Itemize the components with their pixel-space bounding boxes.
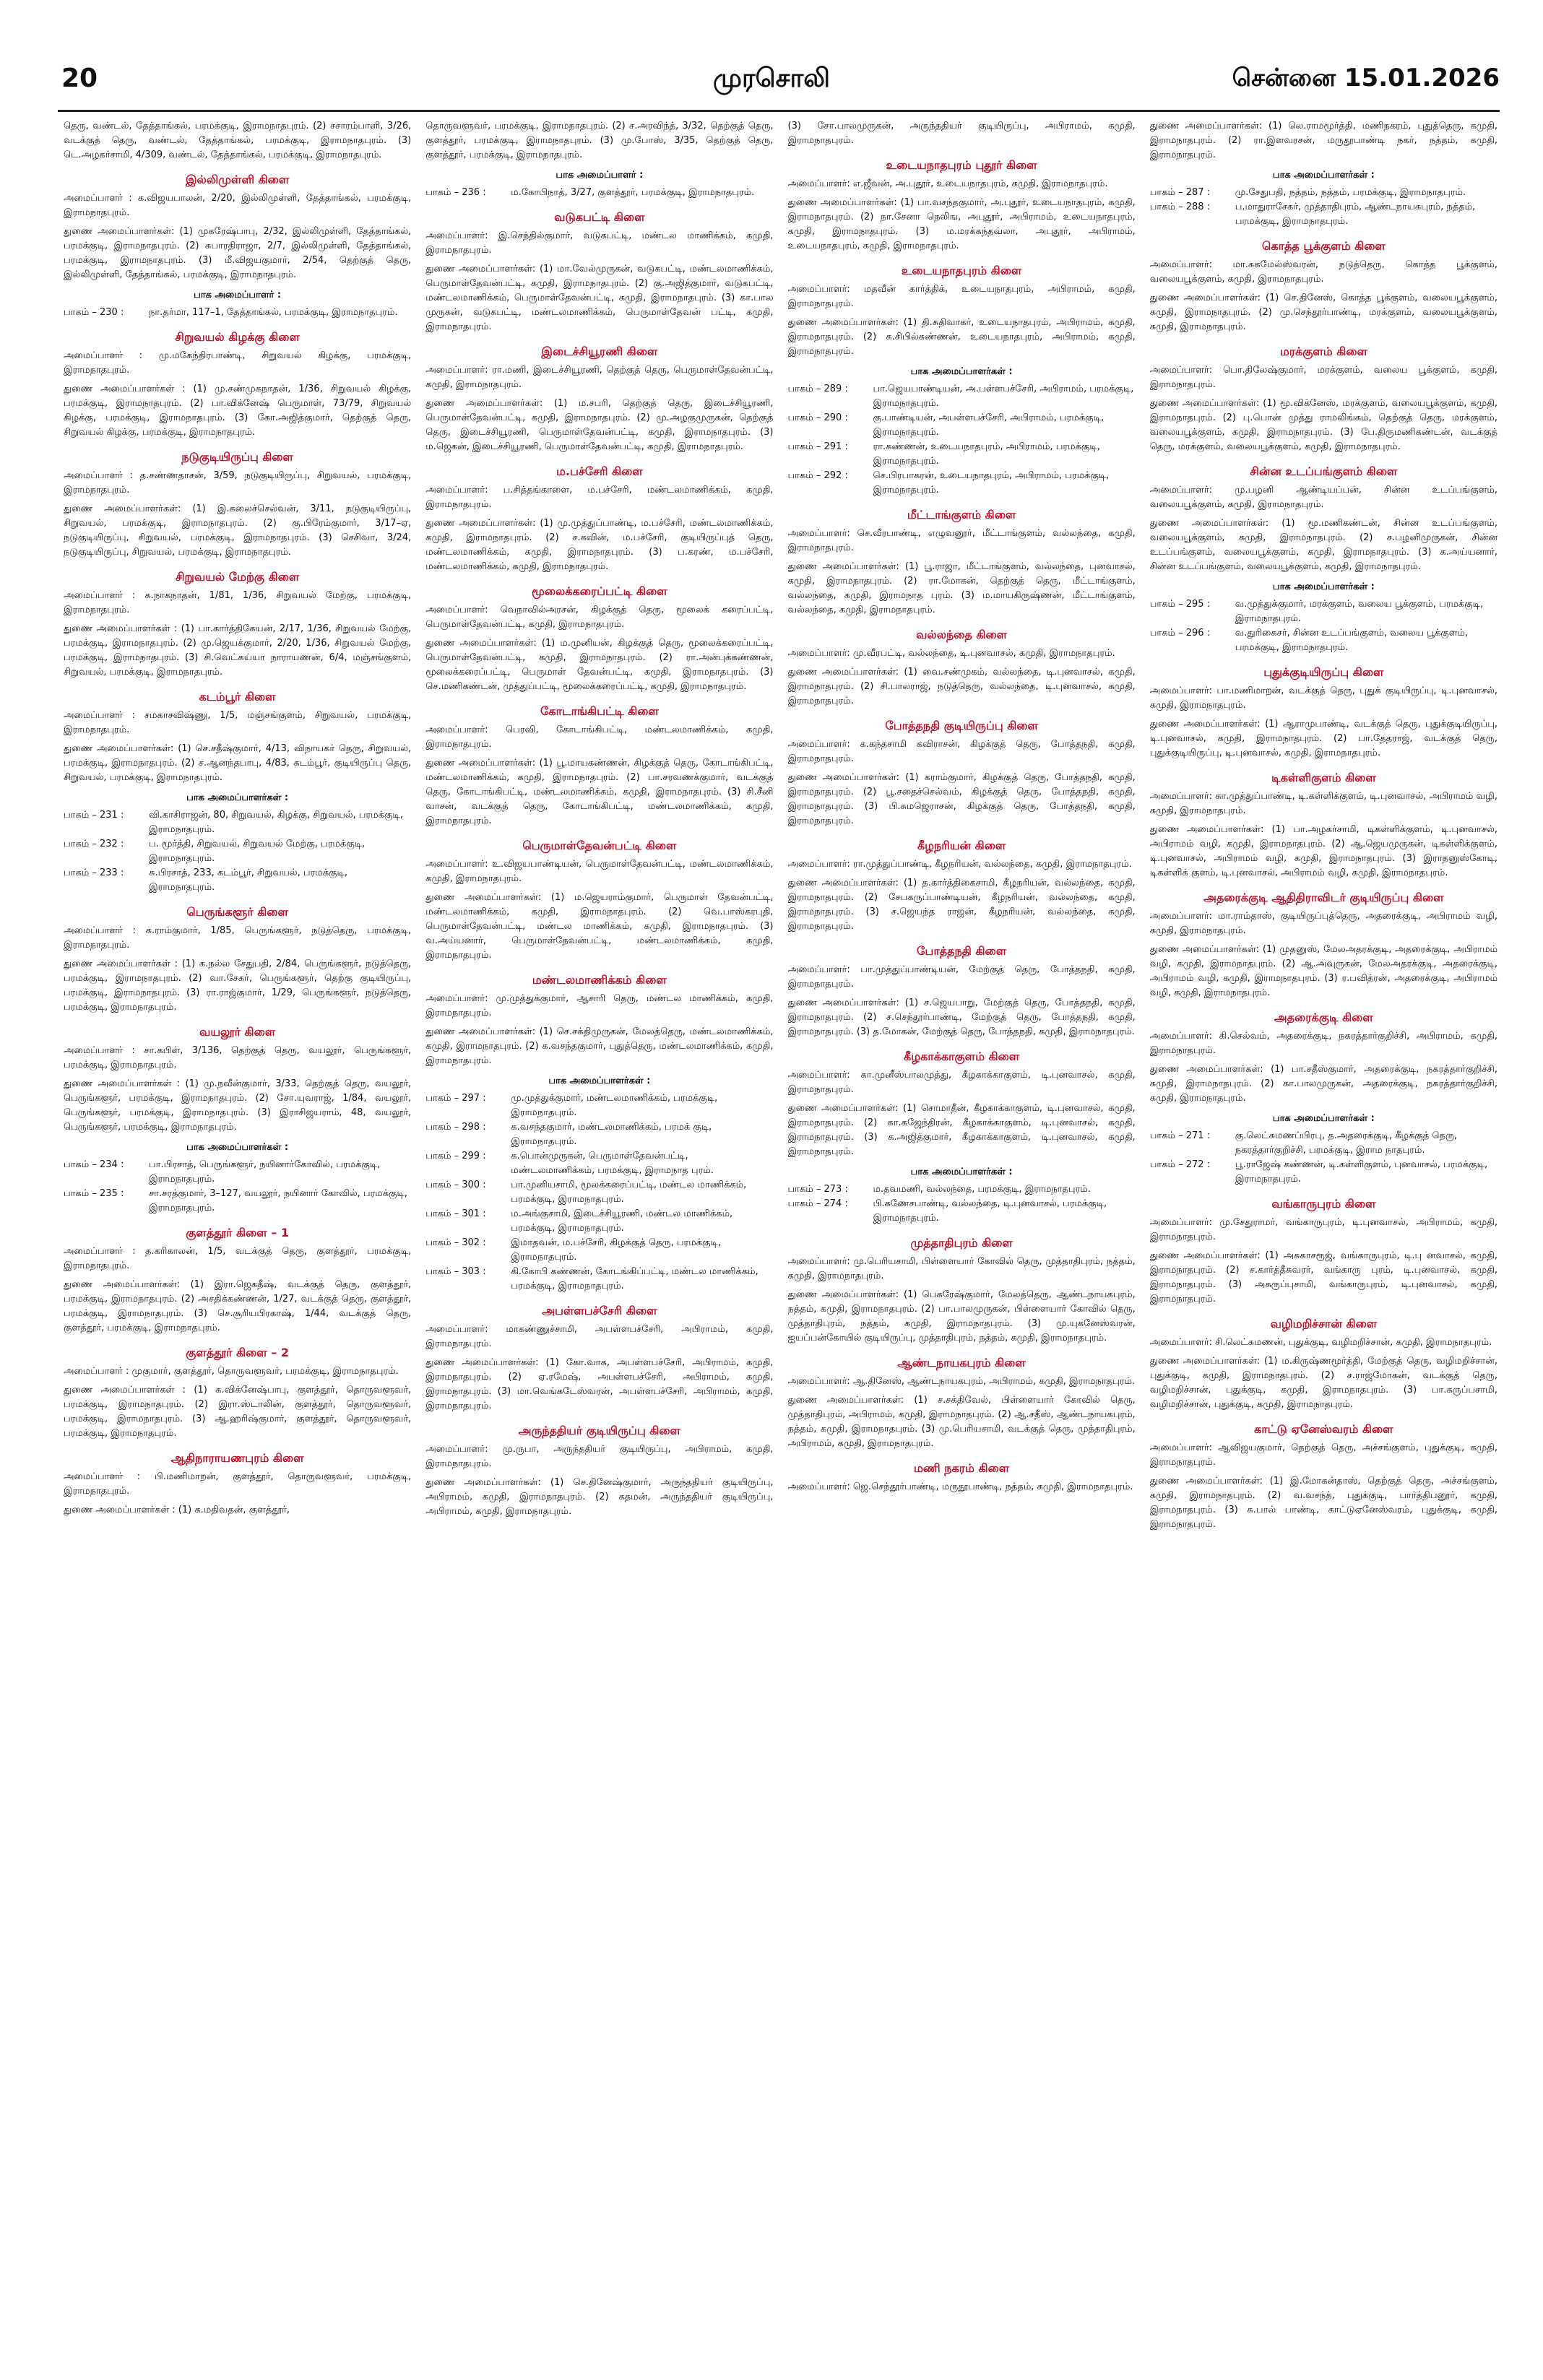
member-paragraph: துணை அமைப்பாளர்கள்: (1) பூ.ராஜா, மீட்டாங்குளம், வல்லந்தை, புனவாசல், கமுதி, இராமநாதபுரம். (2) ரா.மோகன், தெற்குத் தெரு, மீட்டாங்குளம், வல்லந்தை, கமுதி, இராமநாத புரம். (3) ம.மாயகிருஷ்ணன், மீட்டாங்குளம், வல்லந்தை, கமுதி, இராமநாதபுரம். xyxy=(787,561,1136,615)
member-paragraph: அமைப்பாளர்: பொ.திலேஷ்குமார், மரக்குளம், வலைய பூக்குளம், கமுதி, இராமநாதபுரம். xyxy=(1149,365,1497,390)
member-paragraph: துணை அமைப்பாளர்கள்: (1) பெசுரேஷ்குமார், மேலத்தெரு, ஆண்டநாயகபுரம், நத்தம், கமுதி, இராமநாதபுரம். (2) பா.பாலமுருகன், பிள்ளையார் கோவில் தெரு, முத்தாதிபுரம், நத்தம், கமுதி, இராமநாதபுரம். (3) மு.யுகனேஸ்வரன், ஐயப்பன்கோயில் குடியிருப்பு, முத்தாதிபுரம், நத்தம், கமுதி, இராமநாதபுரம். xyxy=(787,1289,1136,1343)
booth-row xyxy=(1150,597,1497,626)
branch-section xyxy=(788,944,1136,1039)
booth-heading: பாக அமைப்பாளர் : xyxy=(556,170,644,181)
member-paragraph: துணை அமைப்பாளர்கள்: (1) செ.சதீஷ்குமார், 4/13, விநாயகர் தெரு, சிறுவயல், பரமக்குடி, இராமநாதபுரம். (2) ச.ஆனந்தபாபு, 4/83, கடம்பூர், குடியிருப்பு தெரு, சிறுவயல், பரமக்குடி, இராமநாதபுரம். xyxy=(64,743,412,783)
booth-number: பாகம் – 234 : xyxy=(64,1159,124,1170)
member-paragraph: துணை அமைப்பாளர்கள்: (1) லெ.ராமமூர்த்தி, மணிநகரம், புதுத்தெரு, கமுதி, இராமநாதபுரம். (2) ரா.இளவரசன், மருதூபாண்டி நகர், நத்தம், கமுதி, இராமநாதபுரம். xyxy=(1149,121,1497,160)
member-paragraph: அமைப்பாளர்: மு.ருபா, அருந்ததியர் குடியிருப்பு, அபிராமம், கமுதி, இராமநாதபுரம். xyxy=(425,1444,774,1469)
member-paragraph: அமைப்பாளர்: ப.சித்தங்காளை, ம.பச்சேரி, மண்டலமாணிக்கம், கமுதி, இராமநாதபுரம். xyxy=(425,485,774,510)
booth-member: பா.பிரசாத், பெருங்களூர், நயினார்கோவில், பரமக்குடி, இராமநாதபுரம். xyxy=(149,1159,381,1185)
member-paragraph: துணை அமைப்பாளர்கள்: (1) ச.ஜெயபாறு, மேற்குத் தெரு, போத்தநதி, கமுதி, இராமநாதபுரம். (2) ச.செந்தூர்பாண்டி, மேற்குத் தெரு, போத்தநதி, கமுதி, இராமநாதபுரம். (3) த.மோகன், மேற்குத் தெரு, போத்தநதி, கமுதி, இராமநாதபுரம். xyxy=(787,998,1136,1037)
booth-number: பாகம் – 232 : xyxy=(64,839,124,849)
branch-title: புதுக்குடியிருப்பு கிளை xyxy=(1263,665,1384,679)
edition-date: சென்னை 15.01.2026 xyxy=(1232,64,1500,92)
member-paragraph: துணை அமைப்பாளர்கள் : (1) மு.நவீன்குமார், 3/33, தெற்குத் தெரு, வயலூர், பெருங்களூர், பரமக்குடி, இராமநாதபுரம். (2) சோ.யுவராஜ், 1/84, வயலூர், பெருங்களூர், பரமக்குடி, இராமநாதபுரம். (3) இராசிஜயராம், 48, வயலூர், பெருங்களூர், பரமக்குடி, இராமநாதபுரம். xyxy=(64,1078,412,1133)
column xyxy=(788,119,1136,2351)
branch-section xyxy=(1150,1197,1497,1307)
branch-section xyxy=(64,905,411,1015)
branch-section xyxy=(1150,1011,1497,1187)
booth-heading: பாக அமைப்பாளர்கள் : xyxy=(1272,581,1375,592)
member-paragraph: தெரு, வண்டல், தேத்தாங்கல், பரமக்குடி, இராமநாதபுரம். (2) சசாரம்பாளி, 3/26, வடக்குத் தெரு, வண்டல், தேத்தாங்கல், பரமக்குடி, இராமநாதபுரம். (3) டெ.அழகர்சாமி, 4/309, வண்டல், தேத்தாங்கல், பரமக்குடி, இராமநாதபுரம். xyxy=(64,121,412,160)
branch-title: காட்டு ஏனேஸ்வரம் கிளை xyxy=(1254,1422,1393,1436)
booth-heading: பாக அமைப்பாளர் : xyxy=(194,290,282,300)
branch-section xyxy=(1150,345,1497,454)
booth-heading: பாக அமைப்பாளர்கள் : xyxy=(910,1167,1013,1177)
booth-number: பாகம் – 289 : xyxy=(787,384,848,394)
member-paragraph: அமைப்பாளர் : பி.மணிமாறன், குளத்தூர், தொருவளூவர், பரமக்குடி, இராமநாதபுரம். xyxy=(64,1471,412,1497)
booth-member: ம.தவமணி, வல்லந்தை, பரமக்குடி, இராமநாதபுரம். xyxy=(873,1184,1091,1195)
booth-row xyxy=(788,1197,1136,1226)
booth-row xyxy=(64,1187,411,1216)
booth-number: பாகம் – 236 : xyxy=(425,187,486,198)
branch-section xyxy=(788,158,1136,254)
branch-section xyxy=(425,345,773,454)
member-paragraph: துணை அமைப்பாளர்கள்: (1) இரா.ஜெகதீஷ், வடக்குத் தெரு, குளத்தூர், பரமக்குடி, இராமநாதபுரம். (2) அசதிக்கண்ணன், 1/27, வடக்குத் தெரு, குளத்தூர், பரமக்குடி, இராமநாதபுரம். (3) செ.சூரியபிரகாஷ், 1/44, வடக்குத் தெரு, குளத்தூர், பரமக்குடி, இராமநாதபுரம். xyxy=(64,1279,412,1333)
member-paragraph: துணை அமைப்பாளர்கள்: (1) செ.தினேஷ்குமார், அருந்ததியர் குடியிருப்பு, அபிராமம், கமுதி, இராமநாதபுரம். (2) கதமன், அருந்ததியர் குடியிருப்பு, அபிராமம், கமுதி, இராமநாதபுரம். xyxy=(425,1477,774,1517)
header-rule xyxy=(58,110,1500,112)
booth-row xyxy=(425,1091,773,1120)
member-paragraph: அமைப்பாளர்: ஆ.தினேஸ், ஆண்டநாயகபுரம், அபிராமம், கமுதி, இராமநாதபுரம். xyxy=(787,1376,1136,1387)
booth-member: ப.மாதுராசேகர், முத்தாதிபுரம், ஆண்டநாயகபுரம், நத்தம், பரமக்குடி, இராமநாதபுரம். xyxy=(1235,202,1476,227)
booth-number: பாகம் – 287 : xyxy=(1149,187,1211,198)
member-paragraph: துணை அமைப்பாளர்கள்: (1) த.கார்த்திகைசாமி, கீழநரியன், வல்லந்தை, கமுதி, இராமநாதபுரம். (2) சேபகருப்பாண்டியன், கீழநரியன், வல்லந்தை, கமுதி, இராமநாதபுரம். (3) ச.ஜெயந்த ராஜன், கீழநரியன், வல்லந்தை, கமுதி, இராமநாதபுரம். xyxy=(787,878,1136,932)
branch-section xyxy=(64,173,411,320)
branch-title: மணி நகரம் கிளை xyxy=(914,1461,1010,1475)
member-paragraph: அமைப்பாளர்: ரா.முத்துப்பாண்டி, கீழநரியன், வல்லந்தை, கமுதி, இராமநாதபுரம். xyxy=(787,859,1132,870)
booth-member: சு.பிரசாத், 233, கடம்பூர், சிறுவயல், பரமக்குடி, இராமநாதபுரம். xyxy=(149,867,347,893)
booth-row xyxy=(1150,200,1497,229)
branch-section xyxy=(788,839,1136,934)
branch-title: உடையநாதபுரம் கிளை xyxy=(901,264,1022,277)
branch-title: வல்லந்தை கிளை xyxy=(916,628,1008,641)
branch-section xyxy=(788,1236,1136,1346)
page-number: 20 xyxy=(61,64,98,93)
branch-title: நடுகுடியிருப்பு கிளை xyxy=(181,450,293,464)
branch-title: வயலூர் கிளை xyxy=(199,1025,276,1039)
branch-title: டிகள்ளிகுளம் கிளை xyxy=(1271,771,1376,784)
booth-heading: பாக அமைப்பாளர்கள் : xyxy=(186,1142,289,1153)
booth-number: பாகம் – 288 : xyxy=(1149,202,1211,212)
booth-member: க.பொன்முருகன், பெருமாள்தேவன்பட்டி, மண்டலமாணிக்கம், பரமக்குடி, இராமநாத புரம். xyxy=(511,1151,714,1176)
masthead: முரசொலி xyxy=(713,64,830,93)
branch-title: குளத்தூர் கிளை – 2 xyxy=(186,1346,289,1359)
branch-title: சிறுவயல் கிழக்கு கிளை xyxy=(175,330,300,344)
booth-number: பாகம் – 301 : xyxy=(425,1208,486,1219)
booth-member: க.வசந்தகுமார், மண்டலமாணிக்கம், பரமக் குடி, இராமநாதபுரம். xyxy=(511,1122,712,1147)
booth-row xyxy=(64,808,411,837)
member-paragraph: அமைப்பாளர் : சமகாசவிஷ்ணு, 1/5, மஞ்சங்குளம், சிறுவயல், பரமக்குடி, இராமநாதபுரம். xyxy=(64,710,412,735)
booth-member: பூ.ராஜேஷ் கண்ணன், டி.கள்ளிகுளம், புனவாசல், பரமக்குடி, இராமநாதபுரம். xyxy=(1235,1159,1488,1185)
branch-section xyxy=(64,1451,411,1518)
member-paragraph: துணை அமைப்பாளர்கள்: (1) இ.கலைச்செல்வன், 3/11, நடுகுடியிருப்பு, சிறுவயல், பரமக்குடி, இராமநாதபுரம். (2) கு.பிரேம்குமார், 3/17–ஏ, நடுகுடியிருப்பு, சிறுவயல், பரமக்குடி, இராமநாதபுரம். (3) செசிவா, 3/24, நடுகுடியிருப்பு, சிறுவயல், பரமக்குடி, இராமநாதபுரம். xyxy=(64,503,412,558)
branch-section xyxy=(1150,119,1497,229)
booth-row xyxy=(64,866,411,895)
branch-title: கீழகாக்காகுளம் கிளை xyxy=(904,1050,1020,1063)
member-paragraph: துணை அமைப்பாளர்கள்: (1) ம.ஜெயராம்குமார், பெருமாள் தேவன்பட்டி, மண்டலமாணிக்கம், கமுதி, இராமநாதபுரம். (2) வெ.பாஸ்கரபுதி, பெருமாள்தேவன்பட்டி, மண்டல மாணிக்கம், கமுதி, இராமநாதபுரம். (3) வ.அய்யனார், பெருமாள்தேவன்பட்டி, மண்டலமாணிக்கம், கமுதி, இராமநாதபுரம். xyxy=(425,892,774,961)
branch-section xyxy=(788,119,1136,148)
branch-section xyxy=(788,1461,1136,1494)
branch-title: போத்தநதி குடியிருப்பு கிளை xyxy=(885,719,1038,732)
branch-section xyxy=(425,210,773,334)
booth-row xyxy=(425,1265,773,1294)
branch-title: உடையநாதபுரம் புதூர் கிளை xyxy=(886,158,1037,172)
member-paragraph: அமைப்பாளர்: எ.ஜீவன், அ.புதூர், உடையநாதபுரம், கமுதி, இராமநாதபுரம். xyxy=(787,178,1108,189)
branch-title: வடுகபட்டி கிளை xyxy=(554,210,645,224)
member-paragraph: துணை அமைப்பாளர்கள்: (1) பா.அழகர்சாமி, டிகள்ளிக்குளம், டி.புனவாசல், அபிராமம் வழி, கமுதி, இராமநாதபுரம். (2) ஆ.ஜெயமுருகன், டிகள்ளிக்குளம், டி.புனவாசல், அபிராமம் வழி, கமுதி, இராமநாதபுரம். (3) இராதனுஸ்கோடி, டிகள்ளிக் குளம், டி.புனவாசல், அபிராமம் வழி, கமுதி, இராமநாதபுரம். xyxy=(1149,824,1497,878)
member-paragraph: துணை அமைப்பாளர்கள்: (1) முதனுஸ், மேலஅதரக்குடி, அதரைக்குடி, அபிராமம் வழி, கமுதி, இராமநாதபுரம். (2) ஆ.அவுருகன், மேலஅதரக்குடி, அதரைக்குடி, அபிராமம் வழி, கமுதி, இராமநாதபுரம். (3) ர.பவித்ரன், அதரைக்குடி, அபிராமம் வழி, கமுதி, இராமநாதபுரம். xyxy=(1149,944,1497,998)
branch-section xyxy=(1150,239,1497,334)
member-paragraph: அமைப்பாளர்: ஆவிஜயகுமார், தெற்குத் தெரு, அச்சங்குளம், புதுக்குடி, கமுதி, இராமநாதபுரம். xyxy=(1149,1442,1497,1468)
booth-member: பா.முனியசாமி, மூலக்கரைப்பட்டி, மண்டல மாணிக்கம், பரமக்குடி, இராமநாதபுரம். xyxy=(511,1180,747,1205)
member-paragraph: துணை அமைப்பாளர்கள்: (1) ஆராமுபாண்டி, வடக்குத் தெரு, புதுக்குடியிருப்பு, டி.புனவாசல், கமுதி, இராமநாதபுரம். (2) பா.தேதராஜ், வடக்குத் தெரு, புதுக்குடியிருப்பு, டி.புனவாசல், கமுதி, இராமநாதபுரம். xyxy=(1149,719,1497,758)
branch-section xyxy=(64,690,411,895)
booth-row xyxy=(425,1149,773,1178)
member-paragraph: துணை அமைப்பாளர்கள் : (1) க.மதிவதன், குளத்தூர், xyxy=(64,1505,290,1515)
booth-row xyxy=(788,1182,1136,1197)
booth-row xyxy=(1150,626,1497,655)
branch-section xyxy=(425,1304,773,1414)
booth-row xyxy=(64,1158,411,1187)
branch-title: வங்காருபுரம் கிளை xyxy=(1271,1197,1376,1211)
branch-title: மூலைக்கரைப்பட்டி கிளை xyxy=(532,584,667,598)
member-paragraph: அமைப்பாளர்: வெநாவில்அரசன், கிழக்குத் தெரு, மூலைக் கரைப்பட்டி, பெருமாள்தேவன்பட்டி, கமுதி, இராமநாதபுரம். xyxy=(425,605,774,630)
branch-title: ஆதிநாராயணபுரம் கிளை xyxy=(170,1451,304,1465)
booth-number: பாகம் – 230 : xyxy=(64,307,124,318)
member-paragraph: துணை அமைப்பாளர்கள்: (1) இ.மோகன்தாஸ், தெற்குத் தெரு, அச்சங்குளம், கமுதி, இராமநாதபுரம். (2) வ.வசந்த், புதுக்குடி, பார்த்திபனூர், கமுதி, இராமநாதபுரம். (3) சு.பால் பாண்டி, காட்டுஏனேஸ்வரம், புதுக்குடி, கமுதி, இராமநாதபுரம். xyxy=(1149,1476,1497,1530)
member-paragraph: அமைப்பாளர்: சி.லெட்சுமணன், புதுக்குடி, வழிமறிச்சான், கமுதி, இராமநாதபுரம். xyxy=(1149,1337,1492,1348)
member-paragraph: துணை அமைப்பாளர்கள்: (1) கராம்குமார், கிழக்குத் தெரு, போத்தநதி, கமுதி, இராமநாதபுரம். (2) பூ.சதைச்செல்வம், கிழக்குத் தெரு, போத்தநதி, கமுதி, இராமநாதபுரம். (3) பி.சுமஜெராசன், கிழக்குத் தெரு, போத்தநதி, கமுதி, இராமநாதபுரம். xyxy=(787,772,1136,826)
member-paragraph: துணை அமைப்பாளர்கள்: (1) பூ.மாயகண்ணன், கிழக்குத் தெரு, கோடாங்கிபட்டி, மண்டலமாணிக்கம், கமுதி, இராமநாதபுரம். (2) பா.சரவணக்குமார், வடக்குத் தெரு, கோடாங்கிபட்டி, மண்டலமாணிக்கம், கமுதி, இராமநாதபுரம். (3) சி.சீனி வாசன், வடக்குத் தெரு, கோடாங்கிபட்டி, மண்டலமாணிக்கம், கமுதி, இராமநாதபுரம். xyxy=(425,758,774,826)
member-paragraph: துணை அமைப்பாளர்கள்: (1) பா.வசந்தகுமார், அ.புதூர், உடையநாதபுரம், கமுதி, இராமநாதபுரம். (2) நா.சேனா நெலிங, அபுதூர், அபிராமம், உடையநாதபுரம், கமுதி, இராமநாதபுரம். (3) ம.மரக்கந்தவ்லா, அபுதூர், அபிராமம், உடையநாதபுரம், கமுதி, இராமநாதபுரம். xyxy=(787,197,1136,251)
member-paragraph: துணை அமைப்பாளர்கள் : (1) மு.சண்முகநாதன், 1/36, சிறுவயல் கிழக்கு, பரமக்குடி, இராமநாதபுரம். (2) பா.விக்னேஷ் பெருமாள், 73/79, சிறுவயல் கிழக்கு, பரமக்குடி, இராமநாதபுரம். (3) கோ.அஜித்குமார், தெற்குத் தெரு, சிறுவயல் கிழக்கு, பரமக்குடி, இராமநாதபுரம். xyxy=(64,384,412,438)
booth-member: ம.கோபிநாத், 3/27, குளத்தூர், பரமக்குடி, இராமநாதபுரம். xyxy=(511,187,755,198)
branch-section xyxy=(64,1025,411,1216)
member-paragraph: அமைப்பாளர் : க.விஜயபாலன், 2/20, இல்லிமுள்ளி, தேத்தாங்கல், பரமக்குடி, இராமநாதபுரம். xyxy=(64,193,412,218)
member-paragraph: அமைப்பாளர்: உ.விஜயபாண்டியன், பெருமாள்தேவன்பட்டி, மண்டலமாணிக்கம், கமுதி, இராமநாதபுரம். xyxy=(425,859,774,884)
branch-section xyxy=(64,1346,411,1441)
booth-number: பாகம் – 299 : xyxy=(425,1151,486,1161)
booth-member: வ.முத்துக்குமார், மரக்குளம், வலைய பூக்குளம், பரமக்குடி, இராமநாதபுரம். xyxy=(1235,599,1484,624)
branch-section xyxy=(1150,1422,1497,1532)
booth-row xyxy=(425,1120,773,1149)
member-paragraph: துணை அமைப்பாளர்கள்: (1) வை.சண்முகம், வல்லந்தை, டி.புனவாசல், கமுதி, இராமநாதபுரம். (2) சி.பாலராஜ், நடுத்தெரு, வல்லந்தை, டி.புனவாசல், கமுதி, இராமநாதபுரம். xyxy=(787,667,1136,706)
member-paragraph: துணை அமைப்பாளர்கள்: (1) செ.தினேஸ், கொத்த பூக்குளம், வலையபூக்குளம், கமுதி, இராமநாதபுரம். (2) மு.செந்தூர்பாண்டி, மரக்குளம், வலையபூக்குளம், கமுதி, இராமநாதபுரம். xyxy=(1149,293,1497,332)
booth-member: பி.கணேசபாண்டி, வல்லந்தை, டி.புனவாசல், பரமக்குடி, இராமநாதபுரம். xyxy=(873,1198,1107,1224)
booth-row xyxy=(1150,1129,1497,1158)
member-paragraph: அமைப்பாளர்: கா.முத்துப்பாண்டி, டி.கள்ளிக்குளம், டி.புனவாசல், அபிராமம் வழி, கமுதி, இராமநாதபுரம். xyxy=(1149,791,1497,816)
booth-row xyxy=(1150,186,1497,200)
branch-section xyxy=(788,1050,1136,1226)
member-paragraph: அமைப்பாளர்: க.கந்தசாமி கவிராசன், கிழக்குத் தெரு, போத்தநதி, கமுதி, இராமநாதபுரம். xyxy=(787,739,1136,764)
member-paragraph: அமைப்பாளர்: கா.முனீஸ்பாலமுத்து, கீழகாக்காகுளம், டி.புனவாசல், கமுதி, இராமநாதபுரம். xyxy=(787,1070,1136,1095)
branch-title: முத்தாதிபுரம் கிளை xyxy=(910,1236,1013,1250)
branch-section xyxy=(64,450,411,560)
booth-member: சா.சரத்குமார், 3–127, வயலூர், நயினார் கோவில், பரமக்குடி, இராமநாதபுரம். xyxy=(149,1188,408,1213)
member-paragraph: அமைப்பாளர்: இ.செந்தில்குமார், வடுகபட்டி, மண்டல மாணிக்கம், கமுதி, இராமநாதபுரம். xyxy=(425,230,774,256)
booth-row xyxy=(425,1236,773,1265)
branch-title: இல்லிமுள்ளி கிளை xyxy=(185,173,290,186)
member-paragraph: அமைப்பாளர்: மதவீன் கார்த்திக், உடையநாதபுரம், அபிராமம், கமுதி, இராமநாதபுரம். xyxy=(787,284,1136,309)
member-paragraph: அமைப்பாளர்: மு.வீரபட்டி, வல்லந்தை, டி.புனவாசல், கமுதி, இராமநாதபுரம். xyxy=(787,648,1115,659)
column xyxy=(425,119,773,2351)
booth-row xyxy=(788,440,1136,469)
booth-row xyxy=(788,411,1136,440)
booth-member: மு.முத்துக்குமார், மண்டலமாணிக்கம், பரமக்குடி, இராமநாதபுரம். xyxy=(511,1093,718,1118)
booth-row xyxy=(425,1178,773,1207)
booth-row xyxy=(425,1207,773,1236)
branch-section xyxy=(425,584,773,694)
column xyxy=(64,119,411,2351)
booth-member: கு.பாண்டியன், அபள்ளபச்சேரி, அபிராமம், பரமக்குடி, இராமநாதபுரம். xyxy=(873,412,1105,438)
booth-member: ம.அங்குசாமி, இடைச்சியூரணி, மண்டல மாணிக்கம், பரமக்குடி, இராமநாதபுரம். xyxy=(511,1208,733,1234)
booth-number: பாகம் – 296 : xyxy=(1149,628,1211,639)
branch-title: சின்ன உடப்பங்குளம் கிளை xyxy=(1250,464,1398,478)
branch-section xyxy=(425,973,773,1294)
member-paragraph: துணை அமைப்பாளர்கள்: (1) ம.முனியன், கிழக்குத் தெரு, மூலைக்கரைப்பட்டி, பெருமாள்தேவன்பட்டி, கமுதி, இராமநாதபுரம். (2) ரா.அன்புக்கண்ணன், மூலைக்கரைப்பட்டி, பெருமாள் தேவன்பட்டி, கமுதி, இராமநாதபுரம். (3) செ.மணிகண்டன், முத்துப்பட்டி, மூலைக்கரைப்பட்டி, கமுதி, இராமநாதபுரம். xyxy=(425,638,774,692)
branch-title: ம.பச்சேரி கிளை xyxy=(556,464,643,478)
booth-number: பாகம் – 292 : xyxy=(787,470,848,481)
member-paragraph: அமைப்பாளர் : க.நாகநாதன், 1/81, 1/36, சிறுவயல் மேற்கு, பரமக்குடி, இராமநாதபுரம். xyxy=(64,590,412,615)
member-paragraph: துணை அமைப்பாளர்கள்: (1) மா.வேல்முருகன், வடுகபட்டி, மண்டலமாணிக்கம், பெருமாள்தேவன்பட்டி, கமுதி, இராமநாதபுரம். (2) கு.அஜித்குமார், வடுகபட்டி, மண்டலமாணிக்கம், பெருமாள்தேவன்பட்டி, கமுதி, இராமநாதபுரம். (3) கா.பால முருகன், வடுகபட்டி, மண்டலமாணிக்கம், பெருமாள்தேவன் பட்டி, கமுதி, இராமநாதபுரம். xyxy=(425,264,774,332)
member-paragraph: துணை அமைப்பாளர்கள்: (1) ச.சக்திவேல், பிள்ளையார் கோவில் தெரு, முத்தாதிபுரம், அபிராமம், கமுதி, இராமநாதபுரம். (2) ஆ.சதீஸ், ஆண்டநாயகபுரம், நத்தம், கமுதி, இராமநாதபுரம். (3) மு.பெரியசாமி, வடக்குத் தெரு, முத்தாதிபுரம், அபிராமம், கமுதி, இராமநாதபுரம். xyxy=(787,1395,1136,1449)
branch-section xyxy=(1150,464,1497,655)
branch-section xyxy=(1150,891,1497,1000)
member-paragraph: அமைப்பாளர்: பெரவி, கோடாங்கிபட்டி, மண்டலமாணிக்கம், கமுதி, இராமநாதபுரம். xyxy=(425,724,774,750)
booth-member: பா.ஜெயபாண்டியன், அ.பள்ளபச்சேரி, அபிராமம், பரமக்குடி, இராமநாதபுரம். xyxy=(873,384,1134,409)
booth-row xyxy=(425,186,773,200)
booth-row xyxy=(788,382,1136,411)
member-paragraph: துணை அமைப்பாளர்கள்: (1) ம.சபரி, தெற்குத் தெரு, இடைச்சியூரணி, பெருமாள்தேவன்பட்டி, கமுதி, இராமநாதபுரம். (2) மு.அழகுமுருகன், தெற்குத் தெரு, இடைச்சியூரணி, பெருமாள்தேவன்பட்டி, கமுதி, இராமநாதபுரம். (3) ம.ஜெகன், இடைச்சியூரணி, பெருமாள்தேவன்பட்டி, கமுதி, இராமநாதபுரம். xyxy=(425,398,774,452)
branch-title: மண்டலமாணிக்கம் கிளை xyxy=(532,973,667,987)
member-paragraph: துணை அமைப்பாளர்கள்: (1) கோ.வாசு, அபள்ளபச்சேரி, அபிராமம், கமுதி, இராமநாதபுரம். (2) ஏ.ரமேஷ், அபள்ளபச்சேரி, அபிராமம், கமுதி, இராமநாதபுரம். (3) மா.வெங்கடேஸ்வரன், அபள்ளபச்சேரி, அபிராமம், கமுதி, இராமநாதபுரம். xyxy=(425,1357,774,1411)
booth-number: பாகம் – 297 : xyxy=(425,1093,486,1104)
branch-title: அதரைக்குடி ஆதிதிராவிடர் குடியிருப்பு கிளை xyxy=(1203,891,1444,904)
branch-section xyxy=(788,264,1136,498)
branch-section xyxy=(788,719,1136,828)
member-paragraph: அமைப்பாளர்: ஜெ.செந்தூர்பாண்டி, மருதூபாண்டி, நத்தம், கமுதி, இராமநாதபுரம். xyxy=(787,1481,1133,1492)
branch-section xyxy=(788,1356,1136,1451)
member-paragraph: துணை அமைப்பாளர்கள்: (1) சொமாதீன், கீழகாக்காகுளம், டி.புனவாசல், கமுதி, இராமநாதபுரம். (2) கா.கஜேந்திரன், கீழகாக்காகுளம், டி.புனவாசல், கமுதி, இராமநாதபுரம். (3) க.அஜித்குமார், கீழகாக்காகுளம், டி.புனவாசல், கமுதி, இராமநாதபுரம். xyxy=(787,1103,1136,1157)
member-paragraph: அமைப்பாளர்: பா.முத்துப்பாண்டியன், மேற்குத் தெரு, போத்தநதி, கமுதி, இராமநாதபுரம். xyxy=(787,964,1136,990)
member-paragraph: அமைப்பாளர்: மா.ராம்தாஸ், குடியிருப்புத்தெரு, அதரைக்குடி, அபிராமம் வழி, கமுதி, இராமநாதபுரம். xyxy=(1149,911,1497,936)
member-paragraph: துணை அமைப்பாளர்கள் : (1) பா.கார்த்திகேயன், 2/17, 1/36, சிறுவயல் மேற்கு, பரமக்குடி, இராமநாதபுரம். (2) மு.ஜெயக்குமார், 2/20, 1/36, சிறுவயல் மேற்கு, பரமக்குடி, இராமநாதபுரம். (3) சி.வெட்கய்யா நாராயணன், 6/4, மஞ்சங்குளம், சிறுவயல், பரமக்குடி, இராமநாதபுரம். xyxy=(64,623,412,678)
branch-title: அருந்ததியர் குடியிருப்பு கிளை xyxy=(518,1424,680,1437)
branch-title: இடைச்சியூரணி கிளை xyxy=(541,345,658,358)
booth-member: கு.லெட்சுமணப்பிரபு, த.அதரைக்குடி, கீழக்குத் தெரு, நகரத்தார்குறிச்சி, பரமக்குடி, இராம நாதபுரம். xyxy=(1235,1130,1458,1156)
branch-title: சிறுவயல் மேற்கு கிளை xyxy=(175,570,300,584)
booth-heading: பாக அமைப்பாளர்கள் : xyxy=(1272,1113,1375,1124)
member-paragraph: அமைப்பாளர் : த.கரிகாலன், 1/5, வடக்குத் தெரு, குளத்தூர், பரமக்குடி, இராமநாதபுரம். xyxy=(64,1246,412,1271)
member-paragraph: துணை அமைப்பாளர்கள்: (1) பா.சதீஸ்குமார், அதரைக்குடி, நகரத்தார்குறிச்சி, கமுதி, இராமநாதபுரம். (2) கா.பாலமுருகன், அதரைக்குடி, நகரத்தார்குறிச்சி, கமுதி, இராமநாதபுரம். xyxy=(1149,1064,1497,1104)
member-paragraph: அமைப்பாளர்: மு.பழனி ஆண்டியப்பன், சின்ன உடப்பங்குளம், வலையபூக்குளம், கமுதி, இராமநாதபுரம். xyxy=(1149,485,1497,510)
member-paragraph: துணை அமைப்பாளர்கள்: (1) செ.சக்திமுருகன், மேலத்தெரு, மண்டலமாணிக்கம், கமுதி, இராமநாதபுரம். (2) க.வசந்தகுமார், புதுத்தெரு, மண்டலமாணிக்கம், கமுதி, இராமநாதபுரம். xyxy=(425,1026,774,1066)
branch-title: கோடாங்கிபட்டி கிளை xyxy=(540,704,659,718)
branch-section xyxy=(64,570,411,680)
branch-title: அதரைக்குடி கிளை xyxy=(1274,1011,1373,1024)
member-paragraph: துணை அமைப்பாளர்கள் : (1) க.விக்னேஷ்பாபு, குளத்தூர், தொருவளூவர், பரமக்குடி, இராமநாதபுரம். (2) இரா.ஸ்டாலின், குளத்தூர், தொருவளூவர், பரமக்குடி, இராமநாதபுரம். (3) ஆ.ஹரிஷ்குமார், குளத்தூர், தொருவளூவர், பரமக்குடி, இராமநாதபுரம். xyxy=(64,1385,412,1439)
branch-title: போத்தநதி கிளை xyxy=(917,944,1007,958)
branch-section xyxy=(425,119,773,200)
member-paragraph: அமைப்பாளர்: மு.முத்துக்குமார், ஆசாரி தெரு, மண்டல மாணிக்கம், கமுதி, இராமநாதபுரம். xyxy=(425,993,774,1018)
branch-section xyxy=(788,508,1136,618)
member-paragraph: அமைப்பாளர்: மு.சேதுராமர், வங்காருபுரம், டி.புனவாசல், அபிராமம், கமுதி, இராமநாதபுரம். xyxy=(1149,1217,1497,1242)
member-paragraph: அமைப்பாளர்: ரா.மணி, இடைச்சியூரணி, தெற்குத் தெரு, பெருமாள்தேவன்பட்டி, கமுதி, இராமநாதபுரம். xyxy=(425,365,774,390)
branch-title: கீழநரியன் கிளை xyxy=(917,839,1006,852)
branch-title: மீட்டாங்குளம் கிளை xyxy=(907,508,1016,522)
booth-row xyxy=(1150,1158,1497,1187)
booth-row xyxy=(788,469,1136,498)
member-paragraph: துணை அமைப்பாளர்கள்: (1) தி.சுதிவாகர், உடையநாதபுரம், அபிராமம், கமுதி, இராமநாதபுரம். (2) க.சிபில்கண்ணன், உடையநாதபுரம், அபிராமம், கமுதி, இராமநாதபுரம். xyxy=(787,317,1136,357)
member-paragraph: அமைப்பாளர்: செ.வீரபாண்டி, எழுவனூர், மீட்டாங்குளம், வல்லந்தை, கமுதி, இராமநாதபுரம். xyxy=(787,528,1136,553)
booth-number: பாகம் – 291 : xyxy=(787,441,848,452)
member-paragraph: துணை அமைப்பாளர்கள்: (1) அசுகாசரூஜ், வங்காருபுரம், டி.பு னவாசல், கமுதி, இராமநாதபுரம். (2) ச.கார்த்தீசுவரர், வங்காரு புரம், டி.புனவாசல், கமுதி, இராமநாதபுரம். (3) அசுருப்புசாமி, வங்காருபுரம், டி.புனவாசல், கமுதி, இராமநாதபுரம். xyxy=(1149,1250,1497,1304)
booth-number: பாகம் – 235 : xyxy=(64,1188,124,1199)
branch-section xyxy=(1150,1317,1497,1412)
booth-member: ரா.கண்ணன், உடையநாதபுரம், அபிராமம், பரமக்குடி, இராமநாதபுரம். xyxy=(873,441,1100,467)
booth-member: இமாதவன், ம.பச்சேரி, கிழக்குத் தெரு, பரமக்குடி, இராமநாதபுரம். xyxy=(511,1237,721,1263)
member-paragraph: (3) சோ.பாலமுருகன், அருந்ததியர் குடியிருப்பு, அபிராமம், கமுதி, இராமநாதபுரம். xyxy=(787,121,1136,146)
branch-title: பெருமாள்தேவன்பட்டி கிளை xyxy=(522,839,677,852)
column xyxy=(1150,119,1497,2351)
booth-number: பாகம் – 303 : xyxy=(425,1266,486,1277)
booth-number: பாகம் – 231 : xyxy=(64,810,124,821)
member-paragraph: அமைப்பாளர் : த.சண்ணதாசன், 3/59, நடுகுடியிருப்பு, சிறுவயல், பரமக்குடி, இராமநாதபுரம். xyxy=(64,470,412,496)
booth-member: வ.துரிகைசர், சின்ன உடப்பங்குளம், வலைய பூக்குளம், பரமக்குடி, இராமநாதபுரம். xyxy=(1235,628,1469,653)
booth-member: ப. மூர்த்தி, சிறுவயல், சிறுவயல் மேற்கு, பரமக்குடி, இராமநாதபுரம். xyxy=(149,839,366,864)
booth-number: பாகம் – 272 : xyxy=(1149,1159,1211,1170)
booth-number: பாகம் – 273 : xyxy=(787,1184,848,1195)
booth-member: கி.கோபி கண்ணன், கோடங்கிப்பட்டி, மண்டல மாணிக்கம், பரமக்குடி, இராமநாதபுரம். xyxy=(511,1266,758,1291)
branch-title: கடம்பூர் கிளை xyxy=(199,690,276,704)
member-paragraph: துணை அமைப்பாளர்கள்: (1) மூ.விக்னேஸ், மரக்குளம், வலையபூக்குளம், கமுதி, இராமநாதபுரம். (2) பு.பொன் முத்து ராமலிங்கம், தெற்குத் தெரு, மரக்குளம், வலையபூக்குளம், கமுதி, இராமநாதபுரம். (3) பே.திருமணிகண்டன், வடக்குத் தெரு, மரக்குளம், வலையபூக்குளம், கமுதி, இராமநாதபுரம். xyxy=(1149,398,1497,452)
member-paragraph: துணை அமைப்பாளர்கள்: (1) மு.முத்துப்பாண்டி, ம.பச்சேரி, மண்டலமாணிக்கம், கமுதி, இராமநாதபுரம். (2) ச.கவின், ம.பச்சேரி, குடியிருப்புத் தெரு, மண்டலமாணிக்கம், கமுதி, இராமநாதபுரம். (3) ப.கரண், ம.பச்சேரி, மண்டலமாணிக்கம், கமுதி, இராமநாதபுரம். xyxy=(425,518,774,572)
member-paragraph: அமைப்பாளர் : க.ராம்குமார், 1/85, பெருங்களூர், நடுத்தெரு, பரமக்குடி, இராமநாதபுரம். xyxy=(64,925,412,951)
branch-title: ஆண்டநாயகபுரம் கிளை xyxy=(897,1356,1026,1369)
branch-section xyxy=(64,1226,411,1336)
booth-member: மு.சேதுபதி, நத்தம், நத்தம், பரமக்குடி, இராமநாதபுரம். xyxy=(1235,187,1466,198)
branch-section xyxy=(1150,771,1497,880)
branch-section xyxy=(1150,665,1497,761)
branch-title: மரக்குளம் கிளை xyxy=(1279,345,1367,358)
branch-section xyxy=(425,464,773,574)
member-paragraph: தொருவளூவர், பரமக்குடி, இராமநாதபுரம். (2) ச.அரவிந்த், 3/32, தெற்குத் தெரு, குளத்தூர், பரமக்குடி, இராமநாதபுரம். (3) மு.போஸ், 3/35, தெற்குத் தெரு, குளத்தூர், பரமக்குடி, இராமநாதபுரம். xyxy=(425,121,774,160)
branch-section xyxy=(64,119,411,163)
branch-section xyxy=(64,330,411,440)
member-paragraph: துணை அமைப்பாளர்கள்: (1) முகரேஷ்பாபு, 2/32, இல்லிமுள்ளி, தேத்தாங்கல், பரமக்குடி, இராமநாதபுரம். (2) சுபாரதிராஜா, 2/7, இல்லிமுள்ளி, தேத்தாங்கல், பரமக்குடி, இராமநாதபுரம். (3) மீ.விஜயகுமார், 2/54, தெற்குத் தெரு, இல்லிமுள்ளி, தேத்தாங்கல், பரமக்குடி, இராமநாதபுரம். xyxy=(64,226,412,280)
branch-title: கொத்த பூக்குளம் கிளை xyxy=(1261,239,1386,253)
page-header xyxy=(0,0,1543,93)
member-paragraph: அமைப்பாளர்: கி.செல்வம், அதரைக்குடி, நகரத்தார்குறிச்சி, அபிராமம், கமுதி, இராமநாதபுரம். xyxy=(1149,1031,1497,1056)
branch-section xyxy=(425,839,773,963)
article-columns xyxy=(64,119,1497,2351)
branch-title: அபள்ளபச்சேரி கிளை xyxy=(542,1304,657,1317)
booth-heading: பாக அமைப்பாளர்கள் : xyxy=(186,792,289,803)
member-paragraph: அமைப்பாளர்: மாகண்ணுச்சாமி, அபள்ளபச்சேரி, அபிராமம், கமுதி, இராமநாதபுரம். xyxy=(425,1324,774,1349)
member-paragraph: அமைப்பாளர் : முகுமார், குளத்தூர், தொருவளூவர், பரமக்குடி, இராமநாதபுரம். xyxy=(64,1366,399,1377)
member-paragraph: அமைப்பாளர் : மு.மகேந்திரபாண்டி, சிறுவயல் கிழக்கு, பரமக்குடி, இராமநாதபுரம். xyxy=(64,350,412,376)
branch-title: குளத்தூர் கிளை – 1 xyxy=(186,1226,289,1239)
member-paragraph: அமைப்பாளர்: பா.மணிமாறன், வடக்குத் தெரு, புதுக் குடியிருப்பு, டி.புனவாசல், கமுதி, இராமநாதபுரம். xyxy=(1149,685,1497,711)
branch-title: பெருங்களூர் கிளை xyxy=(186,905,288,919)
branch-section xyxy=(425,704,773,828)
booth-number: பாகம் – 302 : xyxy=(425,1237,486,1248)
branch-section xyxy=(788,628,1136,709)
booth-number: பாகம் – 271 : xyxy=(1149,1130,1211,1141)
booth-number: பாகம் – 274 : xyxy=(787,1198,848,1209)
booth-heading: பாக அமைப்பாளர்கள் : xyxy=(548,1076,651,1086)
booth-heading: பாக அமைப்பாளர்கள் : xyxy=(910,366,1013,377)
booth-member: வி.காசிராஜன், 80, சிறுவயல், கிழக்கு, சிறுவயல், பரமக்குடி, இராமநாதபுரம். xyxy=(149,810,403,835)
member-paragraph: துணை அமைப்பாளர்கள் : (1) க.நல்ல சேதுபதி, 2/84, பெருங்களூர், நடுத்தெரு, பரமக்குடி, இராமநாதபுரம். (2) வா.சேகர், பெருங்களூர், தெற்கு குடியிருப்பு, பரமக்குடி, இராமநாதபுரம். (3) ரா.ராஜ்குமார், 1/29, பெருங்களூர், நடுத்தெரு, பரமக்குடி, இராமநாதபுரம். xyxy=(64,959,412,1013)
booth-number: பாகம் – 290 : xyxy=(787,412,848,423)
member-paragraph: அமைப்பாளர்: மு.பெரியசாமி, பிள்ளையார் கோவில் தெரு, முத்தாதிபுரம், நத்தம், கமுதி, இராமநாதபுரம். xyxy=(787,1256,1136,1281)
member-paragraph: துணை அமைப்பாளர்கள்: (1) மூ.மணிகண்டன், சின்ன உடப்பங்குளம், வலையபூக்குளம், கமுதி, இராமநாதபுரம். (2) ச.பழனிமுருகன், சின்ன உடப்பங்குளம், வலையபூக்குளம், கமுதி, இராமநாதபுரம். (3) க.அய்யனார், சின்ன உடப்பங்குளம், வலையபூக்குளம், கமுதி, இராமநாதபுரம். xyxy=(1149,518,1497,572)
booth-member: செ.பிரபாகரன், உடையநாதபுரம், அபிராமம், பரமக்குடி, இராமநாதபுரம். xyxy=(873,470,1110,496)
member-paragraph: துணை அமைப்பாளர்கள்: (1) ம.கிருஷ்ணமூர்த்தி, மேற்குத் தெரு, வழிமறிச்சான், புதுக்குடி, கமுதி, இராமநாதபுரம். (2) ச.ராஜ்மோகன், வடக்குத் தெரு, வழிமறிச்சான், புதுக்குடி, கமுதி, இராமநாதபுரம். (3) பா.கருப்பசாமி, வழிமறிச்சான், புதுக்குடி, கமுதி, இராமநாதபுரம். xyxy=(1149,1356,1497,1410)
member-paragraph: அமைப்பாளர் : சா.கபிள், 3/136, தெற்குத் தெரு, வயலூர், பெருங்களூர், பரமக்குடி, இராமநாதபுரம். xyxy=(64,1045,412,1070)
booth-number: பாகம் – 295 : xyxy=(1149,599,1211,610)
booth-number: பாகம் – 300 : xyxy=(425,1180,486,1190)
booth-number: பாகம் – 233 : xyxy=(64,867,124,878)
booth-member: நா.தர்மா, 117–1, தேத்தாங்கல், பரமக்குடி, இராமநாதபுரம். xyxy=(149,307,398,318)
booth-heading: பாக அமைப்பாளர்கள் : xyxy=(1272,170,1375,181)
booth-row xyxy=(64,306,411,320)
branch-title: வழிமறிச்சான் கிளை xyxy=(1270,1317,1378,1330)
branch-section xyxy=(425,1424,773,1519)
member-paragraph: அமைப்பாளர்: மா.சுகமேல்ஸ்வரன், நடுத்தெரு, கொத்த பூக்குளம், வலையபூக்குளம், கமுதி, இராமநாதபுரம். xyxy=(1149,259,1497,285)
booth-number: பாகம் – 298 : xyxy=(425,1122,486,1133)
booth-row xyxy=(64,837,411,866)
